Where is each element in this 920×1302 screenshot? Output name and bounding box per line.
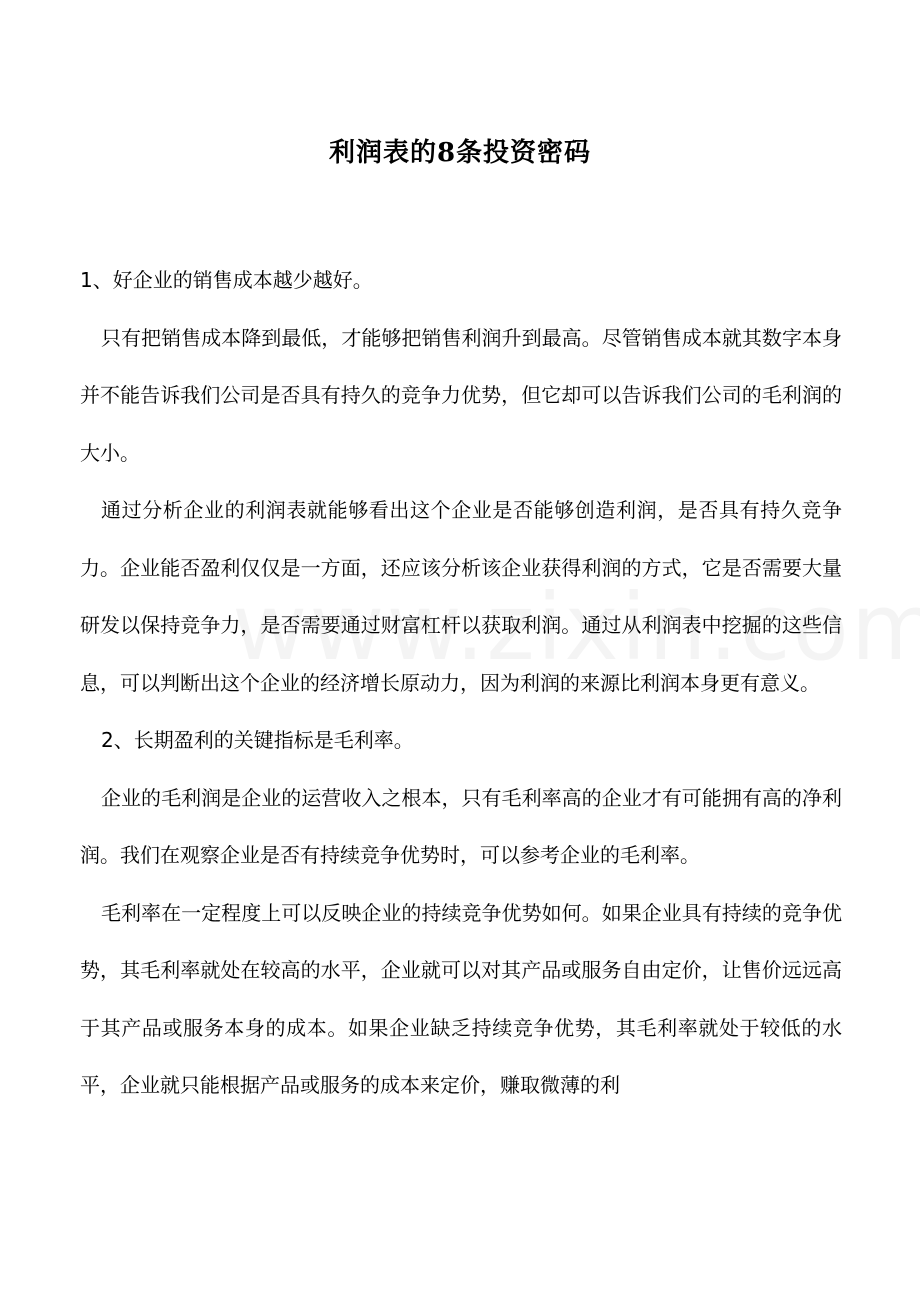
document-title: 利润表的8条投资密码 — [328, 138, 592, 169]
paragraph-1: 只有把销售成本降到最低，才能够把销售利润升到最高。尽管销售成本就其数字本身并不能告诉我们公司是否具有持久的竞争力优势，但它却可以告诉我们公司的毛利润的大小。 — [80, 325, 842, 465]
paragraph-2: 通过分析企业的利润表就能够看出这个企业是否能够创造利润，是否具有持久竞争力。企业能否盈利仅仅是一方面，还应该分析该企业获得利润的方式，它是否需要大量研发以保持竞争力，是否需要通过财富杠杆以获取利润。通过从利润表中挖掘的这些信息，可以判断出这个企业的经济增长原动力，因为利润的来源比利润本身更有意义。 — [80, 498, 842, 695]
paragraph-4: 毛利率在一定程度上可以反映企业的持续竞争优势如何。如果企业具有持续的竞争优势，其毛利率就处在较高的水平，企业就可以对其产品或服务自由定价，让售价远远高于其产品或服务本身的成本。如果企业缺乏持续竞争优势，其毛利率就处于较低的水平，企业就只能根据产品或服务的成本来定价，赚取微薄的利 — [80, 900, 842, 1097]
section-heading-1: 1、好企业的销售成本越少越好。 — [80, 268, 373, 292]
paragraph-3: 企业的毛利润是企业的运营收入之根本，只有毛利率高的企业才有可能拥有高的净利润。我们在观察企业是否有持续竞争优势时，可以参考企业的毛利率。 — [80, 785, 842, 867]
section-heading-2: 2、长期盈利的关键指标是毛利率。 — [101, 728, 414, 752]
document-body — [80, 252, 842, 1115]
